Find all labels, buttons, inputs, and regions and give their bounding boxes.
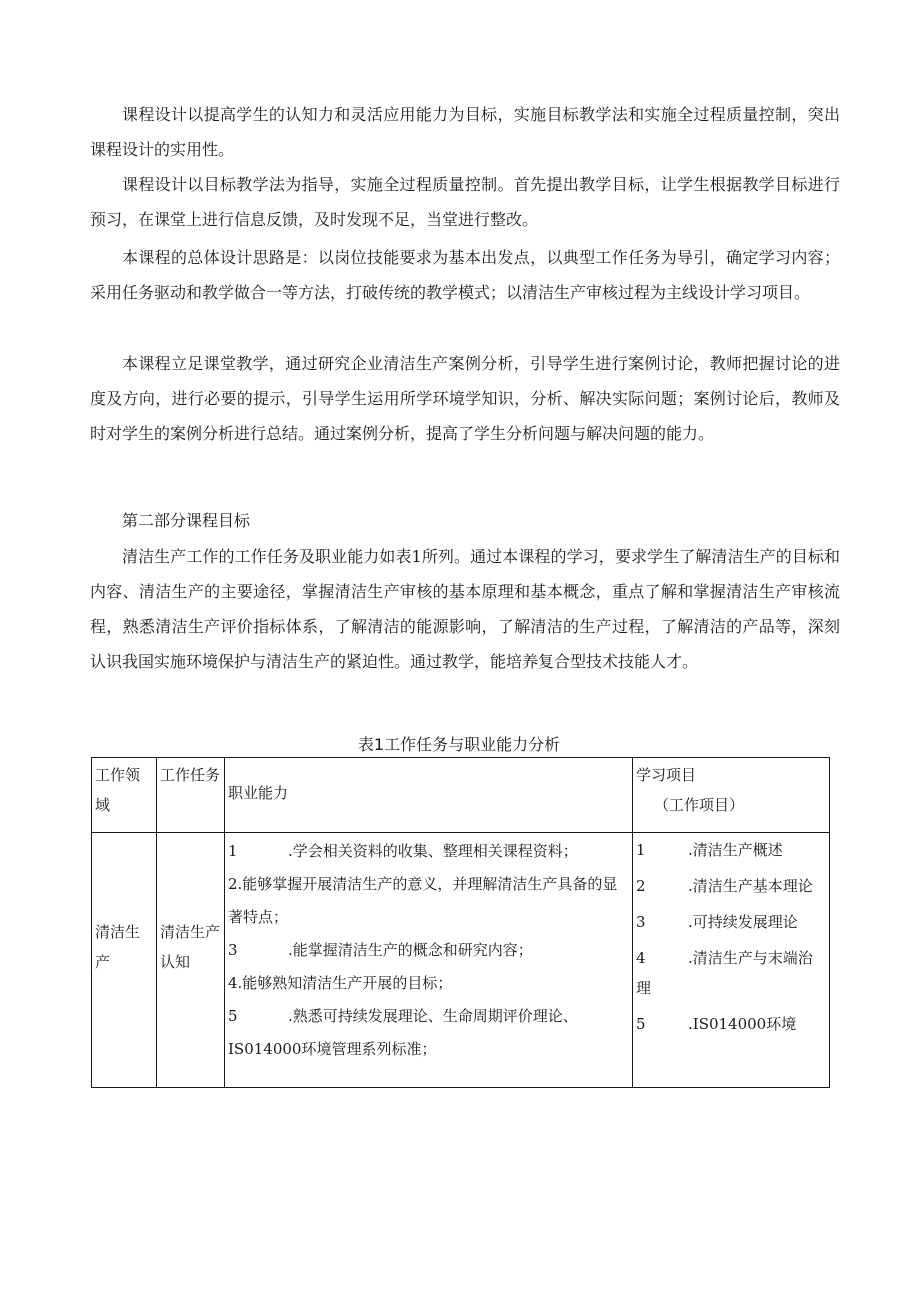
ability-item: 3 .能掌握清洁生产的概念和研究内容；: [228, 941, 533, 959]
abilities-list: [228, 835, 629, 1085]
project-item: 3 .可持续发展理论: [636, 913, 798, 931]
table-row: [92, 833, 830, 1088]
header-domain: 工作领域: [92, 758, 157, 833]
paragraph-4: 本课程立足课堂教学，通过研究企业清洁生产案例分析，引导学生进行案例讨论，教师把握讨论的进度及方向，进行必要的提示，引导学生运用所学环境学知识，分析、解决实际问题；案例讨论后，教师及时对学生的案例分析进行总结。通过案例分析，提高了学生分析问题与解决问题的能力。: [90, 354, 840, 443]
cell-domain: 清洁生产: [92, 833, 157, 1088]
ability-item: 1 .学会相关资料的收集、整理相关课程资料；: [228, 842, 578, 860]
section-heading: 第二部分课程目标: [122, 511, 251, 530]
project-item: 2 .清洁生产基本理论: [636, 877, 813, 895]
cell-abilities: [225, 833, 633, 1088]
table-header-row: [92, 758, 830, 833]
table-caption: 表1工作任务与职业能力分析: [357, 735, 561, 754]
ability-item: 2.能够掌握开展清洁生产的意义，并理解清洁生产具备的显著特点；: [228, 875, 618, 926]
section-paragraph: 清洁生产工作的工作任务及职业能力如表1所列。通过本课程的学习，要求学生了解清洁生产的目标和内容、清洁生产的主要途径，掌握清洁生产审核的基本原理和基本概念，重点了解和掌握清洁生产审核流程，熟悉清洁生产评价指标体系，了解清洁的能源影响，了解清洁的生产过程，了解清洁的产品等，深刻认识我国实施环境保护与清洁生产的紧迫性。通过教学，能培养复合型技术技能人才。: [90, 547, 840, 671]
ability-table: [91, 757, 830, 1088]
cell-projects: [633, 833, 830, 1088]
projects-list: [636, 835, 826, 1085]
header-task: 工作任务: [157, 758, 225, 833]
paragraph-3: 本课程的总体设计思路是：以岗位技能要求为基本出发点，以典型工作任务为导引，确定学习内容；采用任务驱动和教学做合一等方法，打破传统的教学模式；以清洁生产审核过程为主线设计学习项目。: [90, 248, 840, 302]
project-item: 4 .清洁生产与末端治理: [636, 949, 813, 997]
ability-item: 4.能够熟知清洁生产开展的目标；: [228, 974, 453, 992]
header-ability: 职业能力: [225, 758, 633, 833]
cell-task: 清洁生产认知: [157, 833, 225, 1088]
paragraph-1: 课程设计以提高学生的认知力和灵活应用能力为目标，实施目标教学法和实施全过程质量控制，突出课程设计的实用性。: [90, 105, 840, 159]
header-project: 学习项目 （工作项目）: [633, 758, 830, 833]
ability-item: 5 .熟悉可持续发展理论、生命周期评价理论、IS014000环境管理系列标准；: [228, 1007, 578, 1058]
paragraph-2: 课程设计以目标教学法为指导，实施全过程质量控制。首先提出教学目标，让学生根据教学目标进行预习，在课堂上进行信息反馈，及时发现不足，当堂进行整改。: [90, 175, 840, 229]
project-item: 1 .清洁生产概述: [636, 841, 783, 859]
project-item: 5 .IS014000环境: [636, 1015, 797, 1033]
